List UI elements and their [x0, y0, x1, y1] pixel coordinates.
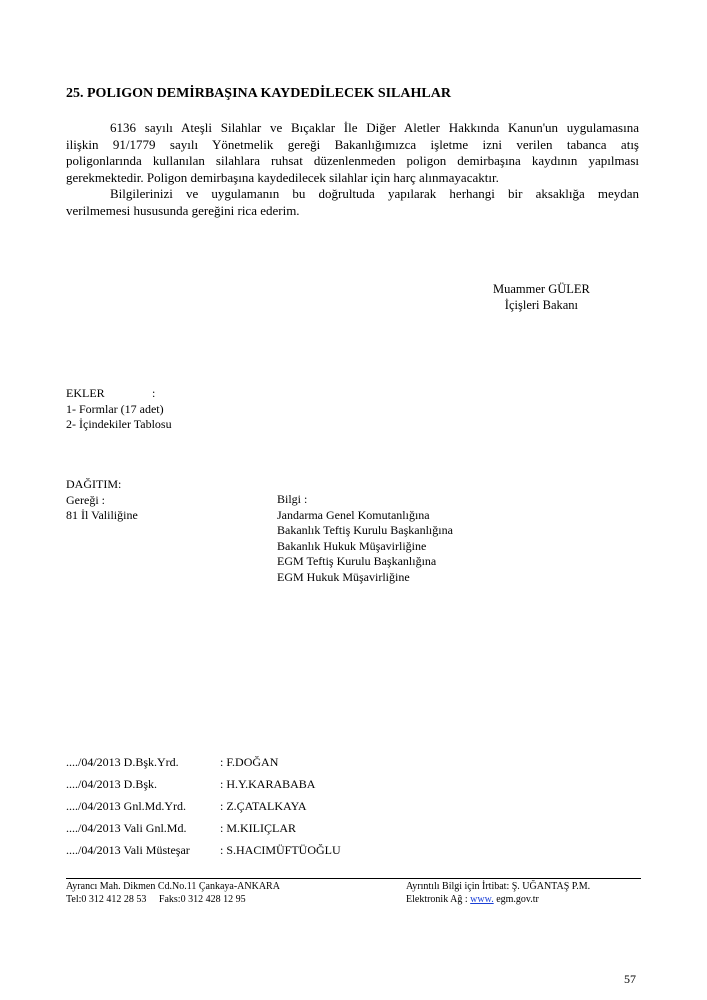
footer-address: Ayrancı Mah. Dikmen Cd.No.11 Çankaya-ANKARA: [66, 881, 280, 892]
info-recipient: Jandarma Genel Komutanlığına: [277, 507, 430, 522]
info-recipients-label: Bilgi :: [277, 492, 308, 506]
approval-name: : S.HACIMÜFTÜOĞLU: [220, 842, 341, 857]
action-recipients-label: Gereği :: [66, 492, 105, 507]
footer-network: [406, 894, 590, 907]
signatory-title: İçişleri Bakanı: [504, 298, 579, 312]
action-recipient: 81 İl Valiliğine: [66, 508, 138, 522]
info-recipient: Bakanlık Hukuk Müşavirliğine: [277, 538, 427, 553]
approval-date-role: ..../04/2013 D.Bşk.: [66, 776, 158, 791]
attachments-label: EKLER: [66, 386, 105, 400]
approval-date-role: ..../04/2013 D.Bşk.Yrd.: [66, 754, 179, 769]
approval-date-role: ..../04/2013 Vali Gnl.Md.: [66, 820, 187, 835]
footer-contact-block: [406, 881, 590, 906]
footer-address-block: [66, 881, 280, 906]
distribution-label: DAĞITIM:: [66, 477, 122, 491]
approval-row: [66, 817, 341, 839]
approval-name: : Z.ÇATALKAYA: [220, 798, 307, 813]
info-recipient: Bakanlık Teftiş Kurulu Başkanlığına: [277, 523, 453, 537]
footer-network-link[interactable]: www.: [470, 893, 494, 905]
footer-contact: Ayrıntılı Bilgi için İrtibat: Ş. UĞANTAŞ P.M.: [406, 881, 591, 892]
footer-network-label: Elektronik Ağ :: [406, 893, 471, 905]
signatory-name: Muammer GÜLER: [493, 282, 590, 296]
approval-name: : H.Y.KARABABA: [220, 776, 316, 791]
approval-row: [66, 795, 341, 817]
attachment-item: 2- İçindekiler Tablosu: [66, 417, 172, 431]
approval-name: : F.DOĞAN: [220, 754, 279, 769]
attachments-colon: :: [152, 386, 156, 400]
footer-divider: [66, 878, 641, 879]
paragraph-line: Bilgilerinizi ve uygulamanın bu doğrultuda yapılarak herhangi bir aksaklığa meydan: [110, 186, 639, 201]
info-recipient: EGM Hukuk Müşavirliğine: [277, 569, 410, 584]
section-heading: 25. POLIGON DEMİRBAŞINA KAYDEDİLECEK SILAHLAR: [66, 86, 451, 101]
approval-date-role: ..../04/2013 Gnl.Md.Yrd.: [66, 798, 186, 813]
attachment-item: 1- Formlar (17 adet): [66, 401, 164, 416]
paragraph-line: poligonlarında kullanılan silahlara ruhsat düzenlenmeden poligon demirbaşına kaydının yapılması: [66, 153, 639, 168]
info-recipient: EGM Teftiş Kurulu Başkanlığına: [277, 554, 437, 568]
approval-date-role: ..../04/2013 Vali Müsteşar: [66, 842, 190, 857]
footer-network-domain: egm.gov.tr: [493, 893, 539, 905]
info-recipients: [277, 492, 453, 585]
approval-row: [66, 839, 341, 861]
body-paragraph-1: [66, 120, 639, 186]
approval-chain: [66, 751, 341, 861]
body-paragraph-2: [66, 186, 639, 219]
distribution-section: [66, 477, 138, 524]
paragraph-line: verilmemesi hususunda gereğini rica ederim.: [66, 202, 300, 218]
footer-phone-fax: Tel:0 312 412 28 53 Faks:0 312 428 12 95: [66, 893, 246, 905]
paragraph-line: 6136 sayılı Ateşli Silahlar ve Bıçaklar İle Diğer Aletler Hakkında Kanun'un uygulamasına: [110, 120, 639, 135]
page-number: 57: [624, 972, 636, 986]
signature-block: [493, 281, 590, 313]
approval-row: [66, 751, 341, 773]
paragraph-line: ilişkin 91/1779 sayılı Yönetmelik gereği Bakanlığımızca işletme izni verilen tabanca atış: [66, 136, 639, 152]
approval-row: [66, 773, 341, 795]
approval-name: : M.KILIÇLAR: [220, 820, 296, 835]
paragraph-line: gerekmektedir. Poligon demirbaşına kaydedilecek silahlar için harç alınmayacaktır.: [66, 169, 499, 185]
attachments-section: [66, 386, 172, 433]
